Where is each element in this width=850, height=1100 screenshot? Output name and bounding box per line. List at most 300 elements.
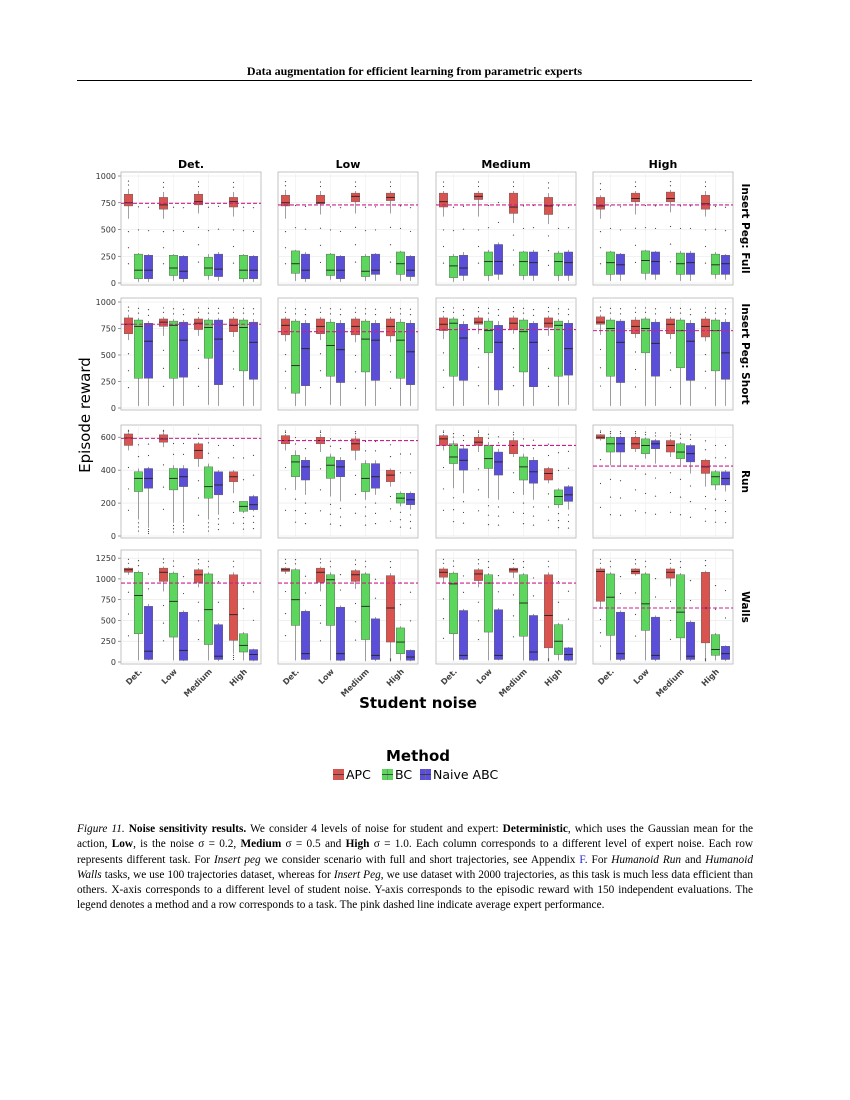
- x-tick-label: Low: [159, 667, 179, 687]
- outlier: [243, 528, 244, 529]
- outlier: [173, 528, 174, 529]
- outlier: [320, 562, 321, 563]
- outlier: [233, 457, 234, 458]
- outlier: [285, 635, 286, 636]
- outlier: [390, 444, 391, 445]
- outlier: [253, 522, 254, 523]
- outlier: [340, 231, 341, 232]
- outlier: [645, 434, 646, 435]
- outlier: [620, 497, 621, 498]
- outlier: [635, 262, 636, 263]
- box-naive-abc: [336, 256, 345, 278]
- outlier: [690, 228, 691, 229]
- outlier: [478, 307, 479, 308]
- outlier: [410, 472, 411, 473]
- outlier: [375, 450, 376, 451]
- outlier: [365, 515, 366, 516]
- outlier: [355, 494, 356, 495]
- box-bc: [361, 464, 370, 492]
- outlier: [610, 313, 611, 314]
- row-label: Insert Peg: Full: [739, 183, 751, 274]
- box-naive-abc: [616, 612, 625, 659]
- caption-text: We consider 4 levels of noise for student and expert:: [246, 823, 503, 835]
- outlier: [208, 308, 209, 309]
- outlier: [390, 312, 391, 313]
- outlier: [365, 450, 366, 451]
- box-apc: [631, 320, 640, 334]
- outlier: [285, 263, 286, 264]
- outlier: [655, 432, 656, 433]
- outlier: [548, 250, 549, 251]
- outlier: [305, 309, 306, 310]
- x-tick-label: Low: [474, 667, 494, 687]
- outlier: [295, 443, 296, 444]
- box-naive-abc: [564, 252, 573, 276]
- box-bc: [484, 321, 493, 353]
- outlier: [233, 312, 234, 313]
- outlier: [253, 474, 254, 475]
- box-apc: [316, 568, 325, 582]
- outlier: [513, 311, 514, 312]
- outlier: [305, 592, 306, 593]
- outlier: [620, 576, 621, 577]
- outlier: [320, 312, 321, 313]
- outlier: [513, 432, 514, 433]
- x-axis-label: Student noise: [359, 694, 477, 712]
- outlier: [478, 229, 479, 230]
- box-naive-abc: [336, 607, 345, 660]
- outlier: [533, 315, 534, 316]
- outlier: [198, 602, 199, 603]
- box-apc: [351, 571, 360, 582]
- outlier: [548, 368, 549, 369]
- outlier: [513, 559, 514, 560]
- outlier: [478, 510, 479, 511]
- box-bc: [361, 256, 370, 276]
- outlier: [128, 370, 129, 371]
- outlier: [670, 559, 671, 560]
- outlier: [355, 513, 356, 514]
- outlier: [198, 368, 199, 369]
- box-naive-abc: [616, 437, 625, 452]
- outlier: [655, 205, 656, 206]
- y-tick-label: 0: [110, 658, 116, 667]
- box-bc: [134, 254, 143, 279]
- outlier: [725, 457, 726, 458]
- caption-det: Deterministic: [502, 823, 568, 835]
- outlier: [295, 559, 296, 560]
- outlier: [138, 313, 139, 314]
- outlier: [233, 368, 234, 369]
- outlier: [148, 455, 149, 456]
- box-naive-abc: [406, 323, 415, 384]
- outlier: [330, 446, 331, 447]
- outlier: [365, 308, 366, 309]
- outlier: [610, 561, 611, 562]
- outlier: [488, 524, 489, 525]
- outlier: [533, 577, 534, 578]
- outlier: [400, 308, 401, 309]
- outlier: [655, 578, 656, 579]
- outlier: [548, 660, 549, 661]
- caption-text: and: [681, 853, 706, 866]
- outlier: [600, 483, 601, 484]
- outlier: [600, 632, 601, 633]
- box-bc: [134, 320, 143, 378]
- outlier: [705, 387, 706, 388]
- outlier: [163, 605, 164, 606]
- box-naive-abc: [179, 469, 188, 487]
- outlier: [463, 523, 464, 524]
- outlier: [533, 506, 534, 507]
- outlier: [410, 314, 411, 315]
- outlier: [558, 581, 559, 582]
- x-tick-label: Medium: [654, 667, 686, 699]
- box-naive-abc: [371, 619, 380, 660]
- box-bc: [519, 457, 528, 480]
- outlier: [198, 312, 199, 313]
- outlier: [128, 430, 129, 431]
- outlier: [725, 308, 726, 309]
- y-tick-label: 1000: [95, 172, 116, 181]
- outlier: [320, 262, 321, 263]
- outlier: [558, 205, 559, 206]
- x-tick-label: Det.: [596, 667, 616, 687]
- row-label: Run: [739, 469, 751, 494]
- outlier: [320, 623, 321, 624]
- outlier: [253, 528, 254, 529]
- outlier: [478, 348, 479, 349]
- outlier: [340, 516, 341, 517]
- outlier: [478, 559, 479, 560]
- outlier: [163, 509, 164, 510]
- box-bc: [169, 469, 178, 490]
- outlier: [463, 206, 464, 207]
- box-bc: [239, 255, 248, 279]
- row-label: Walls: [739, 591, 751, 623]
- outlier: [533, 227, 534, 228]
- outlier: [523, 513, 524, 514]
- outlier: [670, 512, 671, 513]
- outlier: [128, 231, 129, 232]
- outlier: [390, 561, 391, 562]
- outlier: [173, 566, 174, 567]
- outlier: [523, 561, 524, 562]
- outlier: [533, 515, 534, 516]
- box-apc: [124, 434, 133, 446]
- outlier: [330, 566, 331, 567]
- outlier: [208, 566, 209, 567]
- outlier: [513, 492, 514, 493]
- legend: [333, 767, 498, 782]
- box-bc: [519, 252, 528, 276]
- caption-low: Low: [111, 838, 134, 851]
- outlier: [163, 487, 164, 488]
- outlier: [208, 313, 209, 314]
- outlier: [600, 183, 601, 184]
- outlier: [548, 658, 549, 659]
- box-bc: [396, 322, 405, 378]
- outlier: [198, 497, 199, 498]
- outlier: [183, 314, 184, 315]
- outlier: [725, 511, 726, 512]
- outlier: [365, 230, 366, 231]
- box-apc: [386, 319, 395, 336]
- outlier: [285, 181, 286, 182]
- caption-figure-label: Figure 11.: [77, 823, 125, 835]
- outlier: [680, 313, 681, 314]
- caption-medium: Medium: [240, 838, 282, 851]
- box-bc: [641, 251, 650, 273]
- outlier: [548, 265, 549, 266]
- outlier: [600, 367, 601, 368]
- outlier: [670, 185, 671, 186]
- outlier: [443, 467, 444, 468]
- appendix-link[interactable]: F: [579, 853, 585, 866]
- outlier: [365, 525, 366, 526]
- outlier: [128, 467, 129, 468]
- outlier: [463, 512, 464, 513]
- outlier: [680, 205, 681, 206]
- outlier: [478, 620, 479, 621]
- outlier: [233, 229, 234, 230]
- outlier: [463, 575, 464, 576]
- outlier: [410, 521, 411, 522]
- outlier: [390, 658, 391, 659]
- outlier: [173, 230, 174, 231]
- outlier: [198, 386, 199, 387]
- caption-text: , we use dataset with 2000 trajectories, as this task is much less data efficient than others. X-axis corresponds to a different level of student noise. Y-axis corresponds to the episodic reward with 150 independent evaluations. The legend denotes a method and a row corresponds to a task. The pink dashed line indicate average expert performance.: [77, 868, 754, 912]
- outlier: [285, 430, 286, 431]
- outlier: [253, 516, 254, 517]
- outlier: [163, 263, 164, 264]
- outlier: [128, 563, 129, 564]
- outlier: [478, 430, 479, 431]
- outlier: [558, 228, 559, 229]
- box-apc: [229, 197, 238, 207]
- outlier: [198, 563, 199, 564]
- outlier: [285, 510, 286, 511]
- outlier: [128, 184, 129, 185]
- outlier: [453, 207, 454, 208]
- outlier: [690, 580, 691, 581]
- outlier: [355, 559, 356, 560]
- outlier: [208, 453, 209, 454]
- outlier: [715, 522, 716, 523]
- outlier: [198, 307, 199, 308]
- outlier: [410, 207, 411, 208]
- y-axis-label: Episode reward: [76, 357, 94, 473]
- outlier: [548, 659, 549, 660]
- outlier: [558, 313, 559, 314]
- outlier: [453, 566, 454, 567]
- outlier: [600, 189, 601, 190]
- y-tick-label: 750: [100, 595, 116, 605]
- outlier: [410, 309, 411, 310]
- outlier: [128, 510, 129, 511]
- column-header: High: [648, 158, 678, 171]
- outlier: [233, 657, 234, 658]
- outlier: [655, 308, 656, 309]
- outlier: [285, 559, 286, 560]
- outlier: [670, 181, 671, 182]
- outlier: [355, 564, 356, 565]
- box-naive-abc: [686, 253, 695, 274]
- outlier: [340, 525, 341, 526]
- outlier: [320, 181, 321, 182]
- outlier: [478, 367, 479, 368]
- outlier: [330, 313, 331, 314]
- outlier: [635, 307, 636, 308]
- outlier: [498, 309, 499, 310]
- outlier: [443, 510, 444, 511]
- box-bc: [519, 320, 528, 372]
- outlier: [463, 592, 464, 593]
- box-apc: [666, 441, 675, 453]
- outlier: [670, 492, 671, 493]
- outlier: [198, 620, 199, 621]
- box-naive-abc: [686, 622, 695, 659]
- box-bc: [606, 252, 615, 274]
- outlier: [443, 370, 444, 371]
- outlier: [320, 558, 321, 559]
- outlier: [365, 506, 366, 507]
- outlier: [198, 262, 199, 263]
- outlier: [390, 660, 391, 661]
- caption-text: σ = 0.5 and: [281, 838, 346, 851]
- box-bc: [134, 572, 143, 633]
- box-apc: [701, 319, 710, 337]
- outlier: [128, 613, 129, 614]
- outlier: [183, 443, 184, 444]
- outlier: [355, 431, 356, 432]
- outlier: [198, 186, 199, 187]
- x-tick-label: High: [699, 667, 721, 689]
- box-apc: [159, 568, 168, 581]
- outlier: [305, 576, 306, 577]
- outlier: [173, 313, 174, 314]
- outlier: [548, 235, 549, 236]
- box-apc: [544, 575, 553, 648]
- outlier: [610, 514, 611, 515]
- caption-text: tasks, we use 100 trajectories dataset, whereas for: [101, 868, 334, 881]
- box-apc: [666, 192, 675, 202]
- outlier: [198, 350, 199, 351]
- box-naive-abc: [301, 254, 310, 279]
- outlier: [218, 581, 219, 582]
- y-tick-label: 250: [100, 377, 116, 387]
- outlier: [285, 613, 286, 614]
- box-bc: [641, 439, 650, 454]
- outlier: [243, 230, 244, 231]
- outlier: [148, 529, 149, 530]
- outlier: [400, 313, 401, 314]
- column-header: Det.: [177, 158, 205, 171]
- outlier: [548, 350, 549, 351]
- outlier: [635, 592, 636, 593]
- outlier: [715, 585, 716, 586]
- outlier: [705, 449, 706, 450]
- outlier: [600, 247, 601, 248]
- box-bc: [134, 472, 143, 492]
- outlier: [600, 306, 601, 307]
- outlier: [478, 186, 479, 187]
- outlier: [635, 433, 636, 434]
- outlier: [635, 468, 636, 469]
- outlier: [365, 566, 366, 567]
- outlier: [715, 457, 716, 458]
- legend-label: APC: [346, 767, 371, 782]
- box-naive-abc: [459, 255, 468, 275]
- panel: [436, 425, 576, 538]
- outlier: [463, 435, 464, 436]
- outlier: [253, 207, 254, 208]
- outlier: [355, 262, 356, 263]
- y-tick-label: 1000: [95, 574, 116, 584]
- box-bc: [484, 252, 493, 276]
- caption-text: σ = 1.0. Each column corresponds to a different level of expert noise. Each row represents different task. For: [77, 838, 753, 866]
- outlier: [138, 444, 139, 445]
- outlier: [513, 186, 514, 187]
- box-apc: [596, 569, 605, 601]
- row-label: Insert Peg: Short: [739, 303, 751, 405]
- outlier: [705, 312, 706, 313]
- x-tick-label: Medium: [339, 667, 371, 699]
- box-bc: [711, 472, 720, 485]
- outlier: [670, 307, 671, 308]
- box-apc: [229, 575, 238, 641]
- outlier: [198, 227, 199, 228]
- outlier: [568, 619, 569, 620]
- y-tick-label: 750: [100, 198, 116, 208]
- box-apc: [351, 319, 360, 335]
- outlier: [705, 262, 706, 263]
- outlier: [208, 561, 209, 562]
- outlier: [233, 351, 234, 352]
- outlier: [635, 635, 636, 636]
- outlier: [400, 527, 401, 528]
- outlier: [635, 563, 636, 564]
- box-bc: [169, 255, 178, 275]
- outlier: [138, 565, 139, 566]
- outlier: [558, 308, 559, 309]
- x-tick-label: Det.: [281, 667, 301, 687]
- outlier: [148, 531, 149, 532]
- outlier: [243, 523, 244, 524]
- outlier: [208, 442, 209, 443]
- outlier: [320, 370, 321, 371]
- outlier: [285, 354, 286, 355]
- outlier: [568, 451, 569, 452]
- outlier: [163, 386, 164, 387]
- outlier: [568, 468, 569, 469]
- outlier: [655, 228, 656, 229]
- outlier: [635, 245, 636, 246]
- box-naive-abc: [214, 254, 223, 276]
- outlier: [163, 231, 164, 232]
- outlier: [355, 181, 356, 182]
- outlier: [620, 433, 621, 434]
- outlier: [390, 567, 391, 568]
- outlier: [390, 355, 391, 356]
- outlier: [680, 308, 681, 309]
- outlier: [243, 457, 244, 458]
- box-naive-abc: [494, 325, 503, 390]
- box-bc: [711, 635, 720, 656]
- x-tick-label: Det.: [439, 667, 459, 687]
- box-apc: [386, 576, 395, 642]
- outlier: [513, 594, 514, 595]
